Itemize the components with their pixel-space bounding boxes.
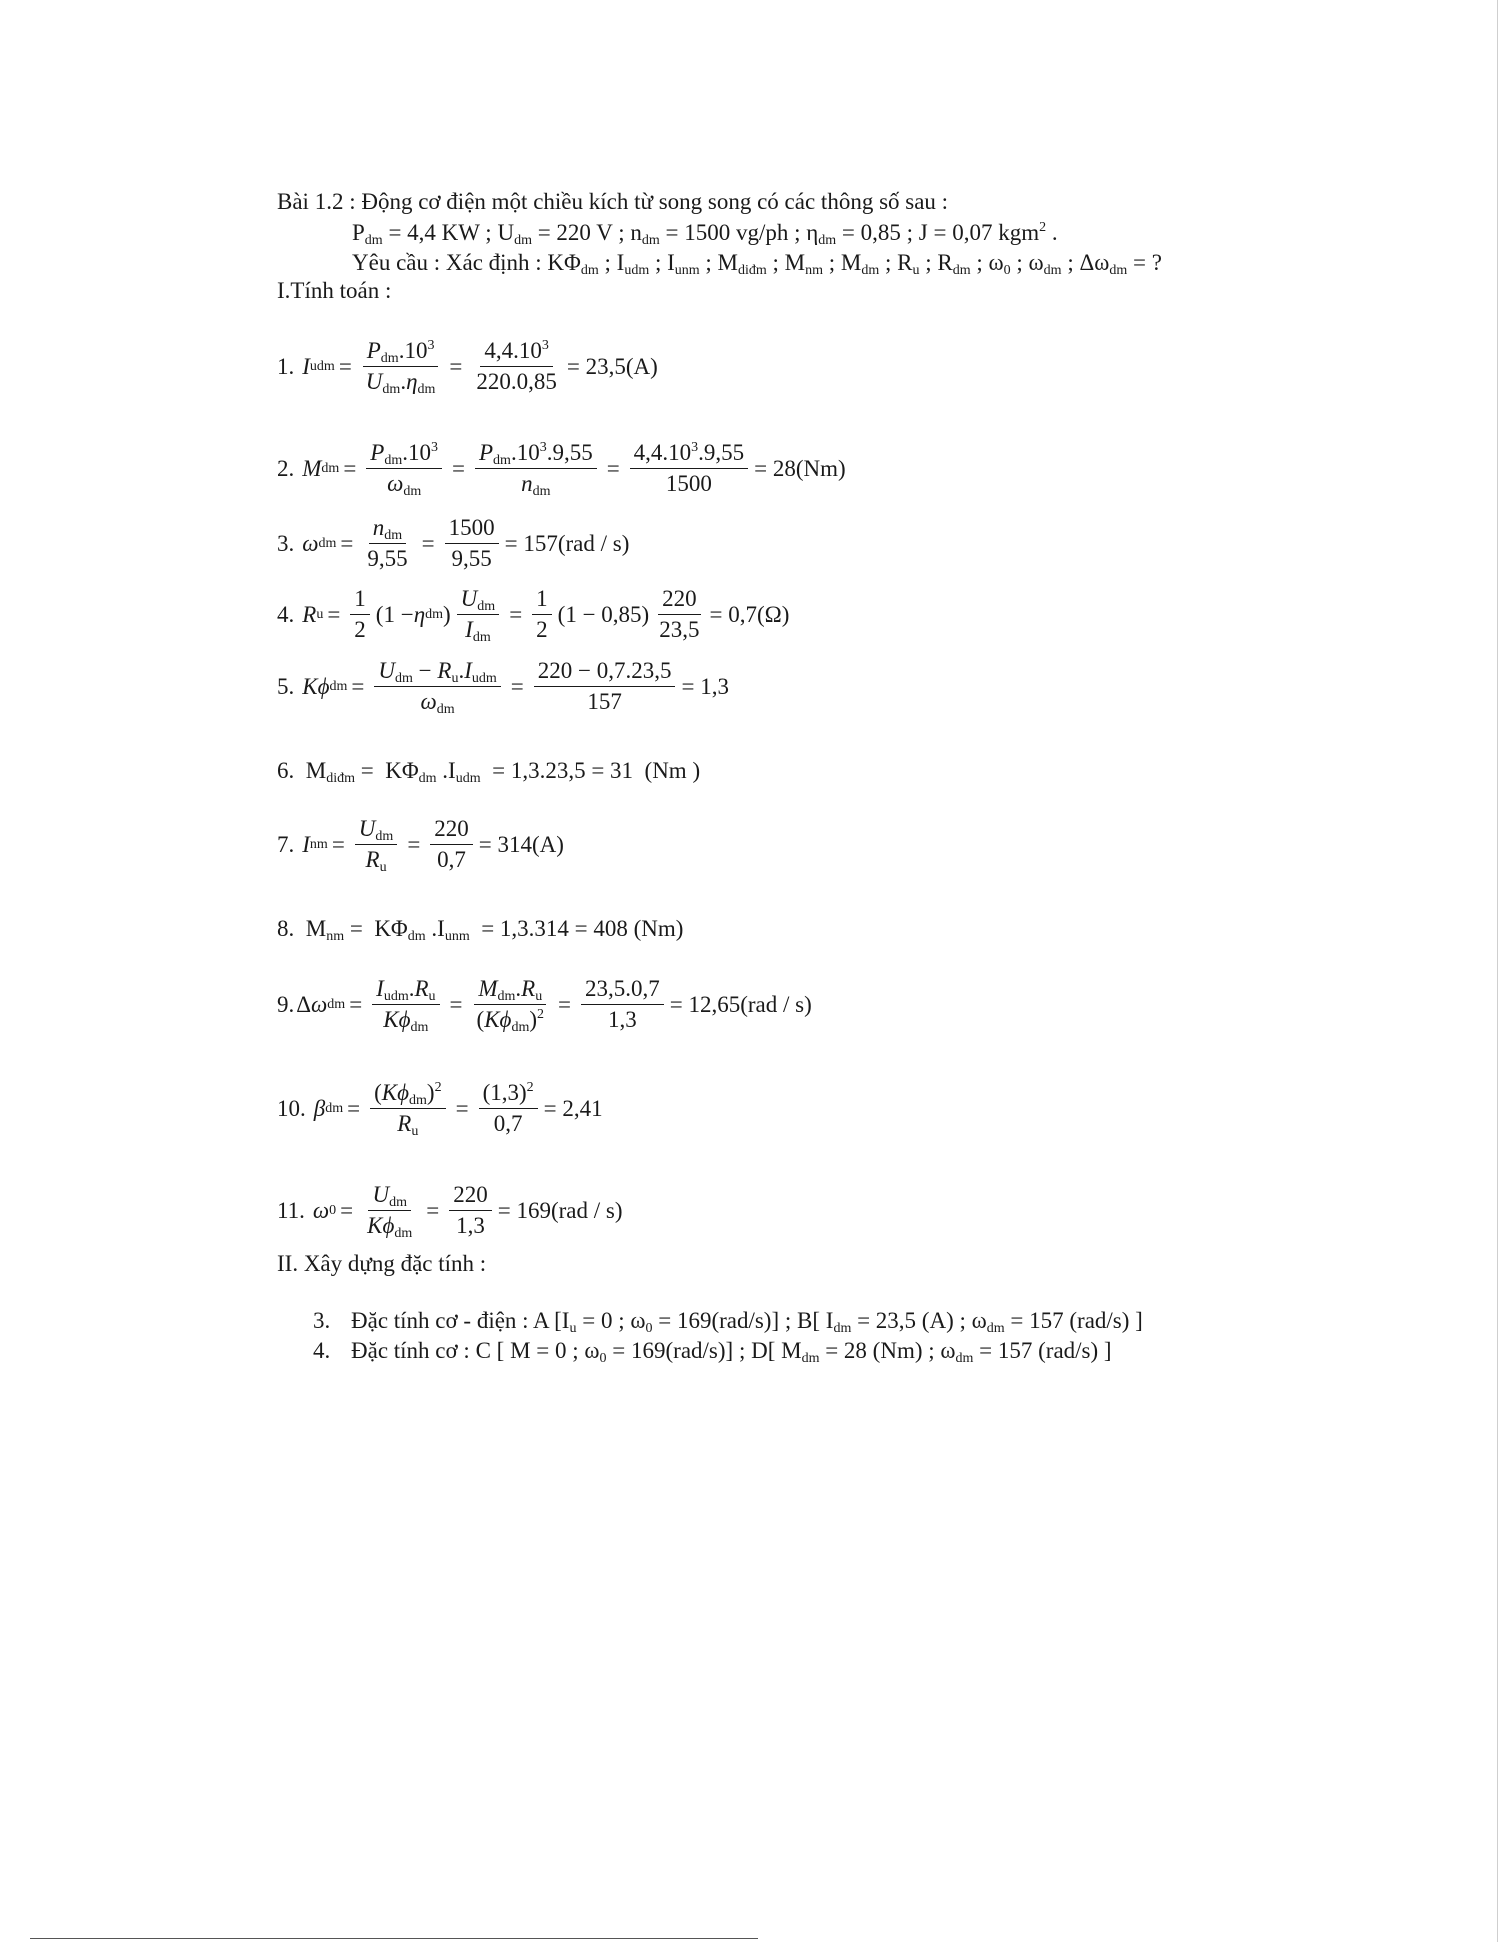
equation-result: = 314(A)	[478, 831, 564, 857]
equation-label: 4.	[277, 601, 295, 627]
equation-3: 3. ω dm = $\frac{n_{dm}}{9,55}$ = $\frac{1500}{9,55}$ = 157(rad / s)	[277, 515, 630, 571]
equation-label: 10.	[277, 1095, 306, 1121]
list-item: 3. Đặc tính cơ - điện : A [$I_u = 0$ ; $\omega_0 = 169(rad/s)$] ; B[ $I_{dm} = 23,5$ (A) ; $\omega_{dm} = 157$ (rad/s) ]	[313, 1308, 1143, 1336]
list-item: 4. Đặc tính cơ : C [ M = 0 ; $\omega_0 = 169(rad/s)$] ; D[ $M_{dm} = 28$ (Nm) ; $\omega_{dm} = 157$ (rad/s) ]	[313, 1338, 1112, 1366]
equation-result: = 12,65(rad / s)	[669, 991, 812, 1017]
equation-label: 11.	[277, 1197, 305, 1223]
equation-result: = 0,7(Ω)	[709, 601, 790, 627]
problem-params: $P_{dm} = 4,4$ KW ; $U_{dm} = 220$ V ; $n_{dm} = 1500$ vg/ph ; $\eta_{dm} = 0,85$ ; J = 0,07 kgm$^2$ .	[352, 220, 1058, 248]
equation-11: 11. ω 0 = $\frac{U_{dm}}{K\phi_{dm}}$ = $\frac{220}{1,3}$ = 169(rad / s)	[277, 1182, 623, 1241]
equation-9: 9. Δ ω dm = $\frac{I_{udm}.R_u}{K\phi_{dm}}$ = $\frac{M_{dm}.R_u}{(K\phi_{dm})^2}$ = $\frac{23,5.0,7}{1,3}$ = 12,65(rad / s)	[277, 976, 812, 1035]
equation-label: 1.	[277, 353, 295, 379]
list-item-number: 4.	[313, 1338, 331, 1363]
list-item-number: 3.	[313, 1308, 331, 1333]
equation-result: = 169(rad / s)	[497, 1197, 623, 1223]
problem-title: Bài 1.2 : Động cơ điện một chiều kích từ song song có các thông số sau :	[277, 189, 949, 214]
section-heading-characteristics: II. Xây dựng đặc tính :	[277, 1251, 487, 1276]
equation-7: 7. I nm = $\frac{U_{dm}}{R_u}$ = $\frac{220}{0,7}$ = 314(A)	[277, 816, 564, 875]
equation-8: 8. $M_{nm} = K\Phi_{dm}$ $.I_{unm} = 1,3.314 = 408$ (Nm)	[277, 916, 684, 944]
page-edge	[1497, 0, 1498, 1942]
equation-10: 10. β dm = $\frac{(K\phi_{dm})^2}{R_u}$ = $\frac{(1,3)^2}{0,7}$ = 2,41	[277, 1080, 603, 1139]
equation-result: = 28(Nm)	[754, 455, 846, 481]
equation-label: 3.	[277, 530, 295, 556]
equation-result: = 23,5(A)	[566, 353, 658, 379]
equation-5: 5. Kϕ dm = $\frac{U_{dm} - R_u.I_{udm}}{\omega_{dm}}$ = $\frac{220 - 0,7.23,5}{157}$ = 1,3	[277, 658, 729, 717]
equation-label: 5.	[277, 673, 295, 699]
equation-result: = 1,3	[681, 673, 729, 699]
equation-6: 6. $M_{diđm} = K\Phi_{dm}$ $.I_{udm} = 1,3.23,5 = 31$ (Nm )	[277, 758, 701, 786]
equation-1: 1. I udm = $\frac{P_{dm}.10^3}{U_{dm}.\eta_{dm}}$ = $\frac{4,4.10^3}{220.0,85}$ = 23,5(A)	[277, 338, 658, 397]
equation-result: = 2,41	[543, 1095, 603, 1121]
equation-label: 9.	[277, 991, 295, 1017]
section-heading-calc: I.Tính toán :	[277, 278, 392, 303]
equation-label: 7.	[277, 831, 295, 857]
footer-rule	[30, 1938, 758, 1939]
equation-result: = 157(rad / s)	[504, 530, 630, 556]
equation-2: 2. M dm = $\frac{P_{dm}.10^3}{\omega_{dm}}$ = $\frac{P_{dm}.10^3.9,55}{n_{dm}}$ = $\frac{4,4.10^3.9,55}{1500}$ = 28(Nm)	[277, 440, 846, 499]
equation-label: 2.	[277, 455, 295, 481]
equation-4: 4. R u = $\frac{1}{2}$ (1 − η dm ) $\frac{U_{dm}}{I_{dm}}$ = $\frac{1}{2}$ (1 − 0,85) $\frac{220}{23,5}$ = 0,7(Ω)	[277, 586, 790, 645]
problem-requirement: Yêu cầu : Xác định : $K\Phi_{dm}$ ; $I_{udm}$ ; $I_{unm}$ ; $M_{diđm}$ ; $M_{nm}$ ; $M_{dm}$ ; $R_u$ ; $R_{dm}$ ; $\omega_0$ ; $\omega_{dm}$ ; $\Delta\omega_{dm}$ = ?	[352, 250, 1162, 278]
